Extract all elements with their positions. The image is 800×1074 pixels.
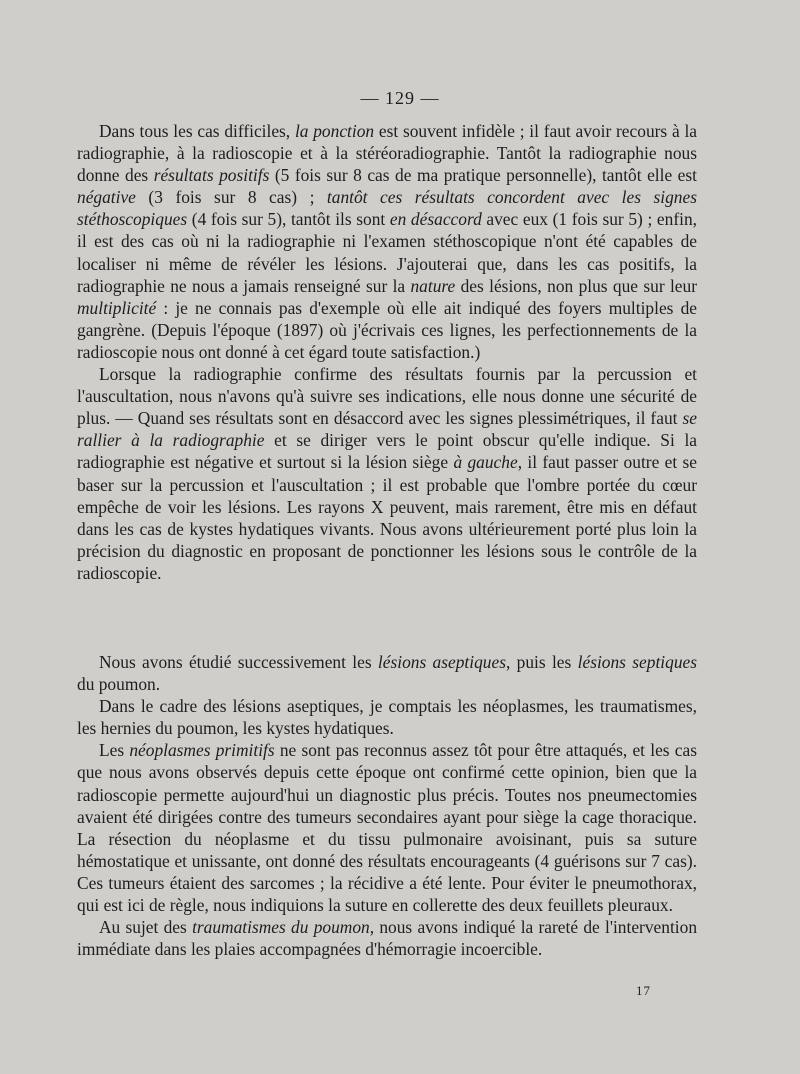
text-section-lesions (77, 651, 697, 960)
text-section-radiography (77, 120, 697, 584)
page-number: — 129 — (360, 88, 440, 108)
paragraph-radiography-confirmation: Lorsque la radiographie confirme des résultats fournis par la percussion et l'auscultation, nous n'avons qu'à suivre ses indications, elle nous donne une sécurité de plus. — Quand ses résultats sont en désaccord avec les signes plessimétriques, il faut se rallier à la radiographie et se diriger vers le point obscur qu'elle indique. Si la radiographie est négative et surtout si la lésion siège à gauche, il faut passer outre et se baser sur la percussion et l'auscultation ; il est probable que l'ombre portée du cœur empêche de voir les lésions. Les rayons X peuvent, mais rarement, être mis en défaut dans les cas de kystes hydatiques vivants. Nous avons ultérieurement porté plus loin la précision du diagnostic en proposant de ponctionner les lésions sous le contrôle de la radioscopie. (77, 364, 698, 583)
paragraph-traumatisms: Au sujet des traumatismes du poumon, nous avons indiqué la rareté de l'intervention immédiate dans les plaies accompagnées d'hémorragie incoercible. (77, 917, 698, 960)
paragraph-lesions-intro: Nous avons étudié successivement les lésions aseptiques, puis les lésions septiques du poumon. (77, 652, 698, 695)
paragraph-aseptic-lesions: Dans le cadre des lésions aseptiques, je comptais les néoplasmes, les traumatismes, les hernies du poumon, les kystes hydatiques. (77, 696, 697, 739)
signature-mark: 17 (636, 983, 651, 998)
paragraph-neoplasms: Les néoplasmes primitifs ne sont pas reconnus assez tôt pour être attaqués, et les cas que nous avons observés depuis cette époque ont confirmé cette opinion, bien que la radioscopie permette aujourd'hui un diagnostic plus précis. Toutes nos pneumectomies avaient été dirigées contre des tumeurs secondaires ayant pour siège la cage thoracique. La résection du néoplasme et du tissu pulmonaire avoisinant, puis sa suture hémostatique et unissante, ont donné des résultats encourageants (4 guérisons sur 7 cas). Ces tumeurs étaient des sarcomes ; la récidive a été lente. Pour éviter le pneumothorax, qui est ici de règle, nous indiquions la suture en collerette des deux feuillets pleuraux. (77, 740, 697, 916)
paragraph-radiography-results: Dans tous les cas difficiles, la ponction est souvent infidèle ; il faut avoir recours à la radiographie, à la radioscopie et à la stéréoradiographie. Tantôt la radiographie nous donne des résultats positifs (5 fois sur 8 cas de ma pratique personnelle), tantôt elle est négative (3 fois sur 8 cas) ; tantôt ces résultats concordent avec les signes stéthoscopiques (4 fois sur 5), tantôt ils sont en désaccord avec eux (1 fois sur 5) ; enfin, il est des cas où ni la radiographie ni l'examen stéthoscopique n'ont été capables de localiser ni même de révéler les lésions. J'ajouterai que, dans les cas positifs, la radiographie ne nous a jamais renseigné sur la nature des lésions, non plus que sur leur multiplicité : je ne connais pas d'exemple où elle ait indiqué des foyers multiples de gangrène. (Depuis l'époque (1897) où j'écrivais ces lignes, les perfectionnements de la radioscopie nous ont donné à cet égard toute satisfaction.) (77, 121, 698, 362)
